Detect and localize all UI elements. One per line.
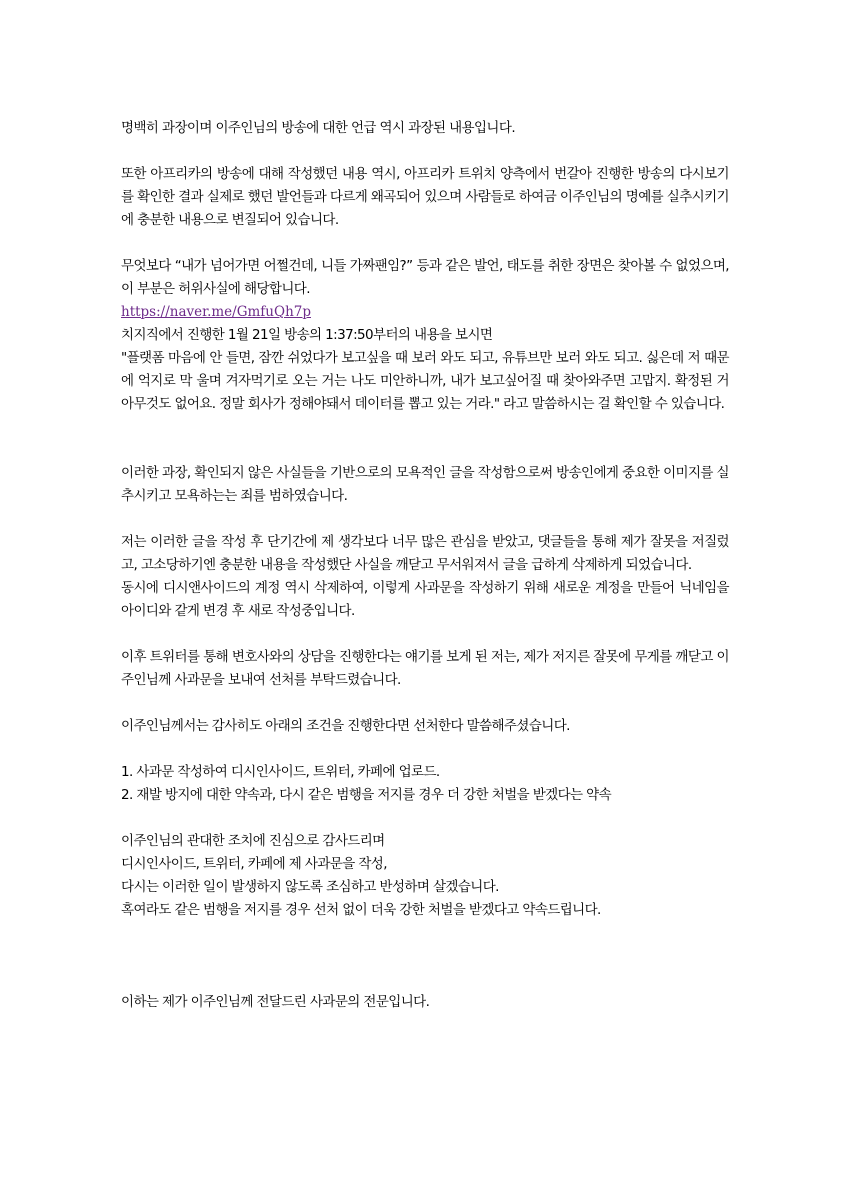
paragraph-false-statement: 무엇보다 “내가 넘어가면 어쩔건데, 니들 가짜팬임?” 등과 같은 발언, 태도를 취한 장면은 찾아볼 수 없었으며, 이 부분은 허위사실에 해당합니다. xyxy=(121,258,729,297)
document-body xyxy=(121,117,729,1014)
list-item: 1. 사과문 작성하여 디시인사이드, 트위터, 카페에 업로드. xyxy=(121,764,440,780)
conditions-list xyxy=(121,761,729,807)
quote-broadcast-statement: "플랫폼 마음에 안 들면, 잠깐 쉬었다가 보고싶을 때 보러 와도 되고, 유튜브만 보러 와도 되고. 싫은데 저 때문에 억지로 막 울며 겨자먹기로 오는 거는 나도 미안하니까, 내가 보고싶어질 때 찾아와주면 고맙지. 확정된 거 아무것도 없어요. 정말 회사가 정해야돼서 데이터를 뽑고 있는 거라." 라고 말씀하시는 걸 확인할 수 있습니다. xyxy=(121,350,729,412)
paragraph-exaggeration: 명백히 과장이며 이주인님의 방송에 대한 언급 역시 과장된 내용입니다. xyxy=(121,120,516,136)
paragraph-new-account: 동시에 디시앤사이드의 계정 역시 삭제하여, 이렇게 사과문을 작성하기 위해 새로운 계정을 만들어 닉네임을 아이디와 같게 변경 후 새로 작성중입니다. xyxy=(121,580,729,619)
paragraph-lawyer: 이후 트위터를 통해 변호사와의 상담을 진행한다는 얘기를 보게 된 저는, 제가 저지른 잘못에 무게를 깨닫고 이주인님께 사과문을 보내여 선처를 부탁드렸습니다. xyxy=(121,649,729,688)
closing-line: 혹여라도 같은 범행을 저지를 경우 선처 없이 더욱 강한 처벌을 받겠다고 약속드립니다. xyxy=(121,902,601,918)
paragraph-conditions-intro: 이주인님께서는 감사히도 아래의 조건을 진행한다면 선처한다 말씀해주셨습니다. xyxy=(121,718,570,734)
paragraph-full-apology-intro: 이하는 제가 이주인님께 전달드린 사과문의 전문입니다. xyxy=(121,994,430,1010)
closing-line: 디시인사이드, 트위터, 카페에 제 사과문을 작성, xyxy=(121,856,387,872)
evidence-link[interactable]: https://naver.me/GmfuQh7p xyxy=(121,304,311,320)
paragraph-defamation: 이러한 과장, 확인되지 않은 사실들을 기반으로의 모욕적인 글을 작성함으로써 방송인에게 중요한 이미지를 실추시키고 모욕하는는 죄를 범하였습니다. xyxy=(121,465,729,504)
paragraph-afreeca-broadcast: 또한 아프리카의 방송에 대해 작성했던 내용 역시, 아프리카 트위치 양측에서 번갈아 진행한 방송의 다시보기를 확인한 결과 실제로 했던 발언들과 다르게 왜곡되어 있으며 사람들로 하여금 이주인님의 명예를 실추시키기에 충분한 내용으로 변질되어 있습니다. xyxy=(121,166,729,228)
closing-statement xyxy=(121,830,729,922)
closing-line: 이주인님의 관대한 조치에 진심으로 감사드리며 xyxy=(121,833,385,849)
paragraph-deletion: 저는 이러한 글을 작성 후 단기간에 제 생각보다 너무 많은 관심을 받았고, 댓글들을 통해 제가 잘못을 저질렀고, 고소당하기엔 충분한 내용을 작성했단 사실을 깨닫고 무서워져서 글을 급하게 삭제하게 되었습니다. xyxy=(121,534,729,573)
closing-line: 다시는 이러한 일이 발생하지 않도록 조심하고 반성하며 살겠습니다. xyxy=(121,879,499,895)
paragraph-chzzk-reference: 치지직에서 진행한 1월 21일 방송의 1:37:50부터의 내용을 보시면 xyxy=(121,327,493,343)
list-item: 2. 재발 방지에 대한 약속과, 다시 같은 범행을 저지를 경우 더 강한 처벌을 받겠다는 약속 xyxy=(121,787,612,803)
